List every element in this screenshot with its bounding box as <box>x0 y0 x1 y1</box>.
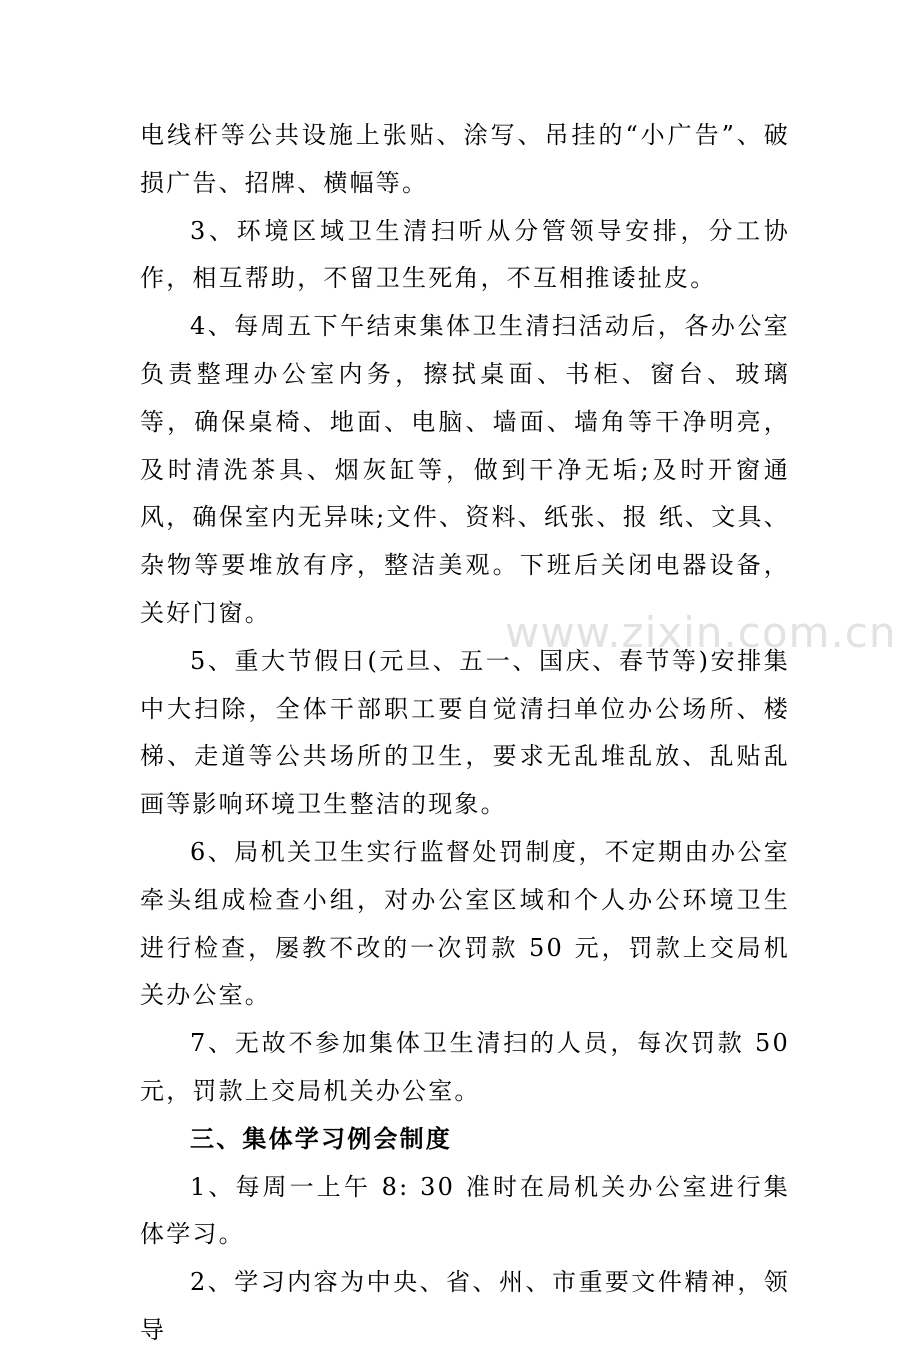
section-item-2: 2、学习内容为中央、省、州、市重要文件精神，领导 <box>140 1268 790 1344</box>
paragraph-item-5: 5、重大节假日(元旦、五一、国庆、春节等)安排集中大扫除，全体干部职工要自觉清扫单位办公场所、楼梯、走道等公共场所的卫生，要求无乱堆乱放、乱贴乱画等影响环境卫生整洁的现象。 <box>140 646 790 819</box>
paragraph-item-4: 4、每周五下午结束集体卫生清扫活动后，各办公室负责整理办公室内务，擦拭桌面、书柜、窗台、玻璃等，确保桌椅、地面、电脑、墙面、墙角等干净明亮，及时清洗茶具、烟灰缸等，做到干净无垢;及时开窗通风，确保室内无异味;文件、资料、纸张、报 纸、文具、杂物等要堆放有序，整洁美观。下班后关闭电器设备，关好门窗。 <box>140 312 790 627</box>
section-heading: 三、集体学习例会制度 <box>190 1124 452 1153</box>
section-item-1: 1、每周一上午 8: 30 准时在局机关办公室进行集体学习。 <box>140 1172 790 1249</box>
document-body <box>140 112 790 1355</box>
paragraph-item-7: 7、无故不参加集体卫生清扫的人员，每次罚款 50 元，罚款上交局机关办公室。 <box>140 1029 790 1105</box>
paragraph-item-3: 3、环境区域卫生清扫听从分管领导安排，分工协作，相互帮助，不留卫生死角，不互相推诿扯皮。 <box>140 216 790 293</box>
paragraph-item-6: 6、局机关卫生实行监督处罚制度，不定期由办公室牵头组成检查小组，对办公室区域和个人办公环境卫生进行检查，屡教不改的一次罚款 50 元，罚款上交局机关办公室。 <box>140 837 790 1010</box>
watermark: www.zixin.com.cn <box>505 608 897 657</box>
paragraph-continuation: 电线杆等公共设施上张贴、涂写、吊挂的“小广告”、破损广告、招牌、横幅等。 <box>140 121 790 197</box>
